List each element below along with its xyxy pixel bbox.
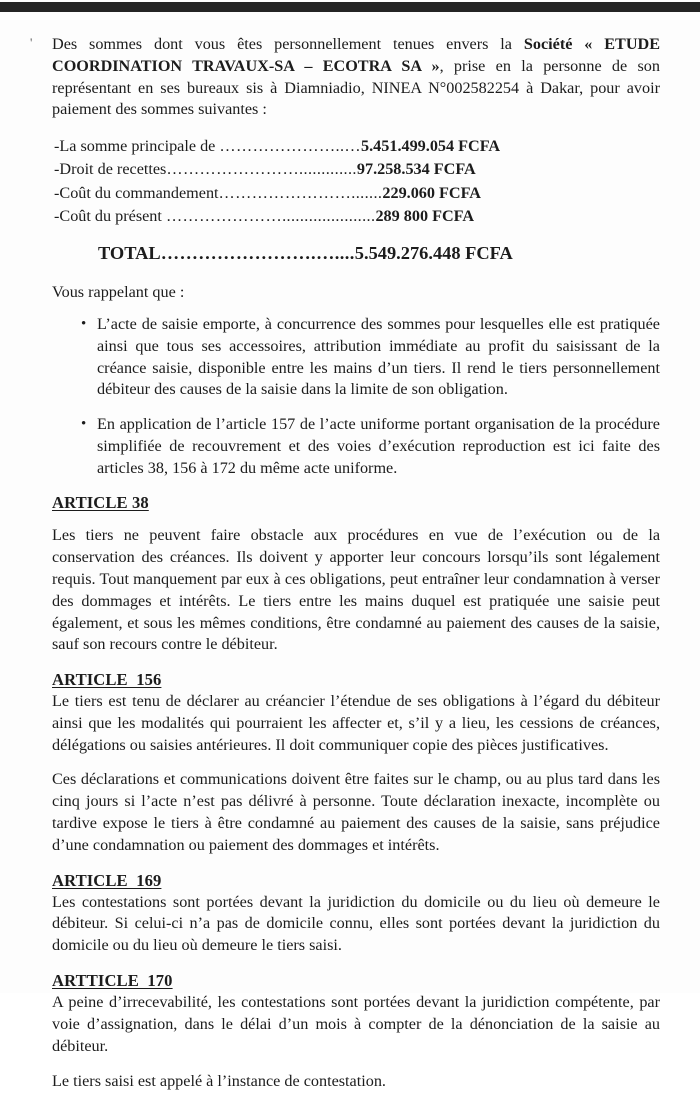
amounts-list xyxy=(52,135,660,267)
article-section-156 xyxy=(52,670,660,856)
closing-statement: Le tiers saisi est appelé à l’instance de contestation. xyxy=(52,1072,386,1091)
list-item-text: En application de l’article 157 de l’acte uniforme portant organisation de la procédure simplifiée de recouvrement et des voies d’exécution reproduction est ici faite des articles 38, 156 à 172 du même acte uniforme. xyxy=(97,415,660,477)
list-item-text: L’acte de saisie emporte, à concurrence des sommes pour lesquelles elle est pratiquée ainsi que tous ses accessoires, attribution immédiate au profit du saisissant de la créance saisie, disponible entre les mains d’un tiers. Il rend le tiers personnellement débiteur des causes de la saisie dans la limite de son obligation. xyxy=(97,314,660,399)
document-body xyxy=(52,34,660,1093)
amount-label: -Coût du commandement xyxy=(54,183,219,202)
article-heading: ARTTICLE 170 xyxy=(52,970,173,990)
amount-row xyxy=(54,158,660,181)
article-section-170 xyxy=(52,971,660,1057)
total-leader: …………………….….... xyxy=(160,243,355,264)
amount-label: -La somme principale de xyxy=(54,137,220,156)
amount-value: 97.258.534 FCFA xyxy=(356,160,476,179)
amount-row xyxy=(54,182,660,205)
article-section-38 xyxy=(52,493,660,656)
article-heading: ARTICLE 156 xyxy=(52,670,162,690)
amount-value: 229.060 FCFA xyxy=(382,183,481,202)
article-paragraph: A peine d’irrecevabilité, les contestations sont portées devant la juridiction compétente, par voie d’assignation, dans le délai d’un mois à compter de la dénonciation de la saisie au débiteur. xyxy=(52,992,660,1055)
amount-label: -Droit de recettes xyxy=(54,160,167,179)
amount-leader: ……………………....... xyxy=(218,183,383,202)
article-paragraph: Les contestations sont portées devant la juridiction du domicile ou du lieu où demeure le débiteur. Si celui-ci n’a pas de domicile connu, elles sont portées devant la juridiction du domicile ou du lieu où demeure le tiers saisi. xyxy=(52,892,660,955)
article-heading: ARTICLE 38 xyxy=(52,493,149,513)
amount-leader: …………………..................... xyxy=(165,207,376,226)
amount-label: -Coût du présent xyxy=(54,207,166,226)
amount-value: 5.451.499.054 FCFA xyxy=(361,137,501,156)
article-paragraph: Ces déclarations et communications doivent être faites sur le champ, ou au plus tard dans les cinq jours si l’acte n’est pas délivré à personne. Toute déclaration inexacte, incomplète ou tardive expose le tiers à être condamné au paiement des causes de la saisie, sans préjudice d’une condamnation ou paiement des dommages et intérêts. xyxy=(52,770,660,854)
bullet-icon: • xyxy=(81,416,87,433)
article-section-169 xyxy=(52,871,660,957)
amount-total-row xyxy=(54,241,660,267)
reminder-bullet-list xyxy=(52,314,660,479)
intro-text-after: , prise en la personne de son représentant en ses bureaux sis à Diamniadio, NINEA N°002582254 à Dakar, pour avoir paiement des sommes suivantes : xyxy=(52,56,660,119)
amount-value: 289 800 FCFA xyxy=(375,207,475,226)
amount-row xyxy=(54,135,660,158)
scan-artifact-speck: ' xyxy=(30,35,33,50)
amount-row xyxy=(54,205,660,228)
article-paragraph: Le tiers est tenu de déclarer au créancier l’étendue de ses obligations à l’égard du débiteur ainsi que les modalités qui pourraient les affecter et, s’il y a lieu, les cessions de créances, délégations ou saisies antérieures. Il doit communiquer copie des pièces justificatives. xyxy=(52,692,660,754)
intro-text-before: Des sommes dont vous êtes personnellement tenues envers la xyxy=(52,35,524,53)
article-heading: ARTICLE 169 xyxy=(52,870,162,890)
list-item xyxy=(81,314,660,401)
intro-paragraph xyxy=(52,34,660,121)
total-label: TOTAL xyxy=(98,243,161,264)
amount-leader: ……………………............. xyxy=(166,160,357,179)
article-paragraph: Les tiers ne peuvent faire obstacle aux procédures en vue de l’exécution ou de la conservation des créances. Ils doivent y apporter leur concours lorsqu’ils sont légalement requis. Tout manquement par eux à ces obligations, peut entraîner leur condamnation à verser des dommages et intérêts. Le tiers entre les mains duquel est pratiquée une saisie peut également, et sous les mêmes conditions, être condamné au paiement des causes de la saisie, sauf son recours contre le débiteur. xyxy=(52,526,660,654)
bullet-icon: • xyxy=(81,315,87,332)
creditor-company-name: Société « ETUDE COORDINATION TRAVAUX-SA – ECOTRA SA » xyxy=(52,35,661,75)
recall-lead-in: Vous rappelant que : xyxy=(52,283,185,302)
amount-leader: …………………..… xyxy=(219,137,362,156)
list-item xyxy=(81,414,660,479)
total-value: 5.549.276.448 FCFA xyxy=(354,243,513,264)
scanner-edge-band xyxy=(0,2,700,12)
